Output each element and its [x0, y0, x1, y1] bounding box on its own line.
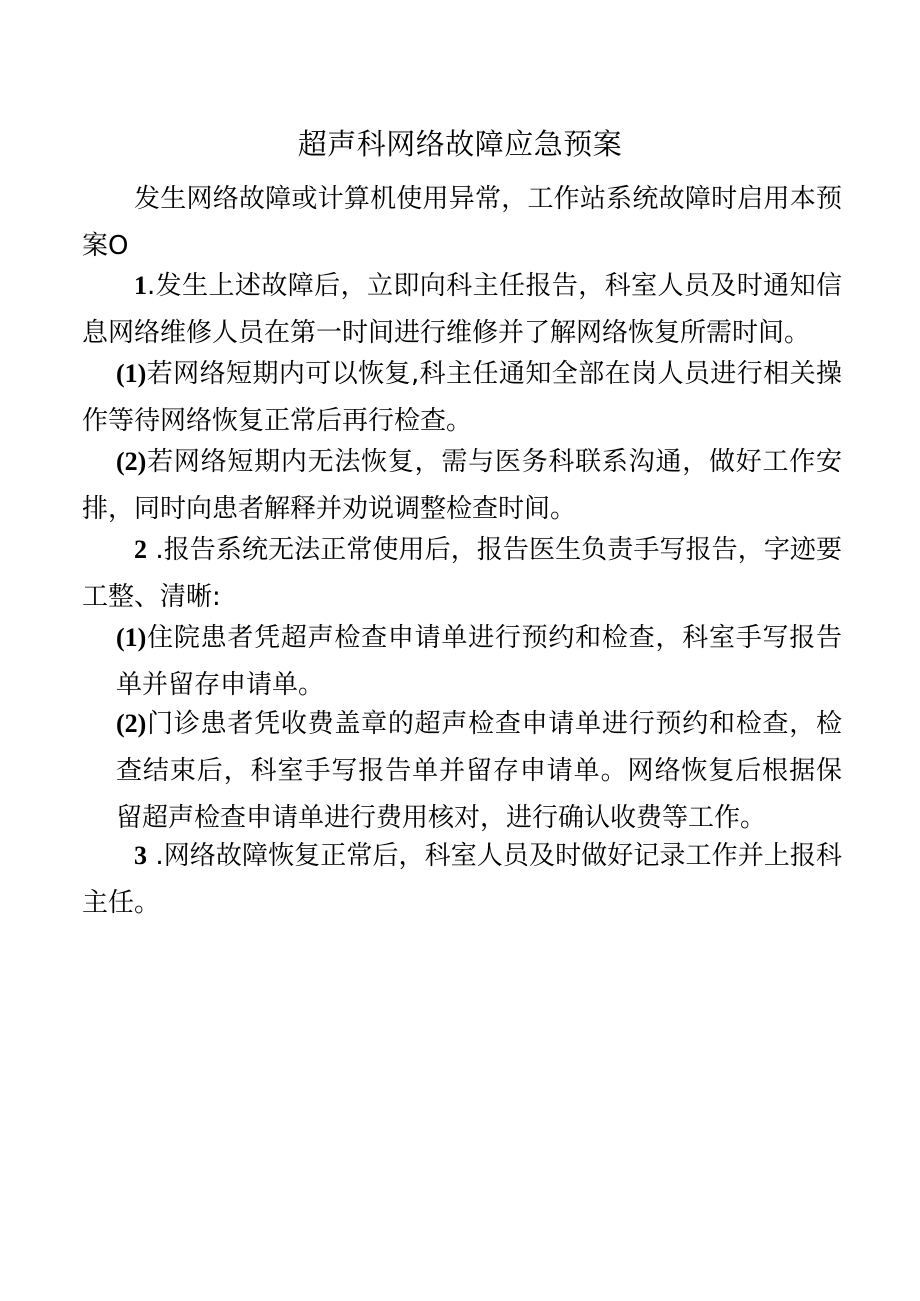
paragraph-text: 发生网络故障或计算机使用异常，工作站系统故障时启用本预案O [82, 184, 842, 261]
paragraph-text: 若网络短期内可以恢复,科主任通知全部在岗人员进行相关操作等待网络恢复正常后再行检查。 [82, 359, 842, 436]
section-number: 2 [134, 535, 147, 564]
section-1-item-1-paragraph [82, 350, 842, 445]
paragraph-text: 门诊患者凭收费盖章的超声检查申请单进行预约和检查，检查结束后，科室手写报告单并留存申请单。网络恢复后根据保留超声检查申请单进行费用核对，进行确认收费等工作。 [116, 709, 842, 833]
section-1-item-2-paragraph [82, 438, 842, 533]
paragraph-text: 若网络短期内无法恢复，需与医务科联系沟通，做好工作安排，同时向患者解释并劝说调整检查时间。 [82, 447, 842, 524]
paragraph-text: .发生上述故障后，立即向科主任报告，科室人员及时通知信息网络维修人员在第一时间进行维修并了解网络恢复所需时间。 [82, 271, 842, 348]
document-title: 超声科网络故障应急预案 [297, 127, 623, 161]
section-3-paragraph [82, 832, 842, 927]
paragraph-text: 住院患者凭超声检查申请单进行预约和检查，科室手写报告单并留存申请单。 [116, 623, 842, 700]
section-1-paragraph [82, 262, 842, 357]
item-number: (2) [116, 447, 147, 476]
section-2-item-2-paragraph [116, 700, 842, 842]
paragraph-text: .网络故障恢复正常后，科室人员及时做好记录工作并上报科主任。 [82, 841, 842, 918]
item-number: (1) [116, 623, 147, 652]
section-2-item-1-paragraph [116, 614, 842, 709]
item-number: (1) [116, 359, 147, 388]
section-2-paragraph [82, 526, 842, 621]
intro-paragraph [82, 176, 842, 270]
section-number: 1 [134, 271, 147, 300]
item-number: (2) [116, 709, 147, 738]
paragraph-text: .报告系统无法正常使用后，报告医生负责手写报告，字迹要工整、清晰: [82, 535, 842, 612]
section-number: 3 [134, 841, 147, 870]
